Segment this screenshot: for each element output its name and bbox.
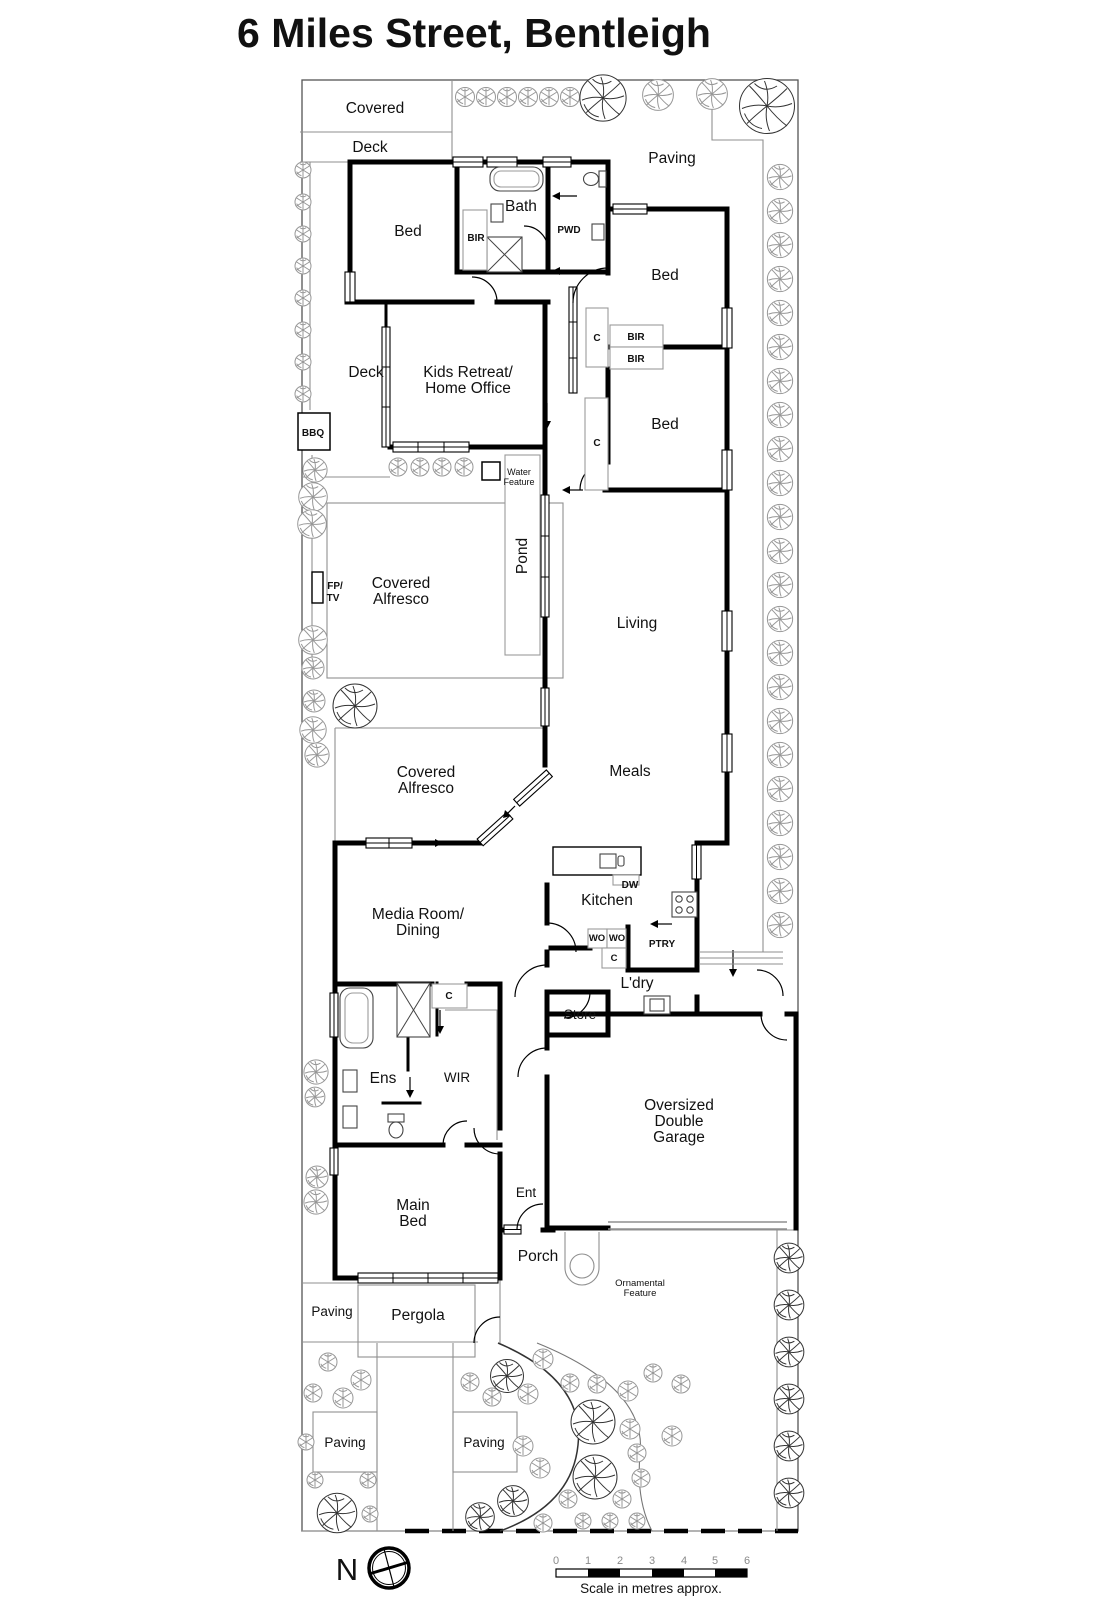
label-garage-3: Garage <box>653 1129 705 1146</box>
label-paving-top: Paving <box>648 150 696 167</box>
label-porch: Porch <box>517 1248 559 1265</box>
scale-tick-4: 4 <box>680 1555 688 1567</box>
label-ptry: PTRY <box>648 939 676 950</box>
label-bed-front-left: Bed <box>394 223 422 240</box>
label-store: Store <box>563 1007 597 1022</box>
label-pond: Pond <box>514 537 531 575</box>
label-bir-bed3: BIR <box>627 354 645 365</box>
label-ornamental-1: Ornamental <box>615 1278 665 1289</box>
label-bbq: BBQ <box>301 428 325 439</box>
label-water-feature-2: Feature <box>503 477 535 487</box>
label-closet-kitchen: C <box>610 953 618 964</box>
ens-vanity-1 <box>343 1070 357 1092</box>
label-covered-deck-2: Deck <box>352 139 388 156</box>
rear-steps <box>700 952 783 964</box>
kitchen-island <box>553 847 641 875</box>
bath-vanity <box>491 204 503 222</box>
label-pwd: PWD <box>557 225 581 236</box>
ens-toilet <box>388 1114 404 1138</box>
label-paving-west: Paving <box>311 1304 353 1319</box>
label-ens: Ens <box>369 1070 397 1087</box>
scale-caption: Scale in metres approx. <box>580 1581 722 1596</box>
label-living: Living <box>616 615 658 632</box>
property-boundary <box>302 80 798 1531</box>
label-bir-bed2: BIR <box>627 332 645 343</box>
cooktop <box>672 892 697 917</box>
scale-tick-6: 6 <box>743 1555 751 1567</box>
label-kids-retreat-2: Home Office <box>425 380 511 397</box>
label-fp-tv-2: TV <box>326 593 340 604</box>
label-bed-mid-right: Bed <box>651 416 679 433</box>
label-media-room-1: Media Room/ <box>371 906 465 923</box>
label-garage-2: Double <box>654 1113 704 1130</box>
label-pergola: Pergola <box>391 1307 445 1324</box>
label-dw: DW <box>621 880 639 891</box>
compass-north-label: N <box>335 1552 359 1587</box>
label-alfresco-north-2: Alfresco <box>373 591 429 608</box>
compass <box>336 1548 409 1588</box>
garden-lines <box>300 80 797 1531</box>
label-kids-retreat-1: Kids Retreat/ <box>423 364 513 381</box>
ens-vanity-2 <box>343 1106 357 1128</box>
washing-machine <box>644 996 670 1014</box>
label-linen-hall: C <box>593 333 601 344</box>
water-feature-box <box>482 462 500 480</box>
label-media-room-2: Dining <box>396 922 440 939</box>
shower-main <box>487 237 522 272</box>
garage-door <box>608 1222 787 1229</box>
label-ldry: L'dry <box>620 975 654 992</box>
label-water-feature-1: Water <box>507 467 531 477</box>
label-paving-front-mid: Paving <box>463 1435 505 1450</box>
fp-tv-unit <box>312 572 323 603</box>
label-wo-right: WO <box>608 933 626 944</box>
label-alfresco-north-1: Covered <box>371 575 431 592</box>
scale-tick-5: 5 <box>711 1555 719 1567</box>
scale-tick-1: 1 <box>584 1555 592 1567</box>
scale-bar <box>553 1555 750 1596</box>
scale-tick-2: 2 <box>616 1555 624 1567</box>
label-wo-left: WO <box>588 933 606 944</box>
scale-tick-0: 0 <box>552 1555 560 1567</box>
label-main-bed-1: Main <box>396 1197 430 1214</box>
label-main-bed-2: Bed <box>399 1213 427 1230</box>
pwd-toilet <box>584 173 599 186</box>
ens-shower <box>397 983 430 1037</box>
label-alfresco-south-2: Alfresco <box>398 780 454 797</box>
label-ent: Ent <box>515 1185 537 1200</box>
label-paving-front-left: Paving <box>324 1435 366 1450</box>
pwd-basin <box>592 224 604 240</box>
label-bed-front-right: Bed <box>651 267 679 284</box>
label-wir: WIR <box>443 1070 471 1085</box>
label-ornamental-2: Feature <box>623 1288 657 1299</box>
ornamental-feature-column <box>565 1232 599 1285</box>
label-bir-front: BIR <box>467 233 485 244</box>
label-covered-deck-1: Covered <box>345 100 405 117</box>
page-title: 6 Miles Street, Bentleigh <box>237 10 711 56</box>
label-bath: Bath <box>505 198 537 215</box>
label-fp-tv-1: FP/ <box>327 581 343 592</box>
label-meals: Meals <box>609 763 651 780</box>
label-alfresco-south-1: Covered <box>396 764 456 781</box>
label-garage-1: Oversized <box>644 1097 714 1114</box>
scale-tick-3: 3 <box>648 1555 656 1567</box>
label-deck-side: Deck <box>348 364 384 381</box>
label-closet-media: C <box>445 991 453 1002</box>
label-kitchen: Kitchen <box>581 892 633 909</box>
label-closet-bed3: C <box>593 438 601 449</box>
